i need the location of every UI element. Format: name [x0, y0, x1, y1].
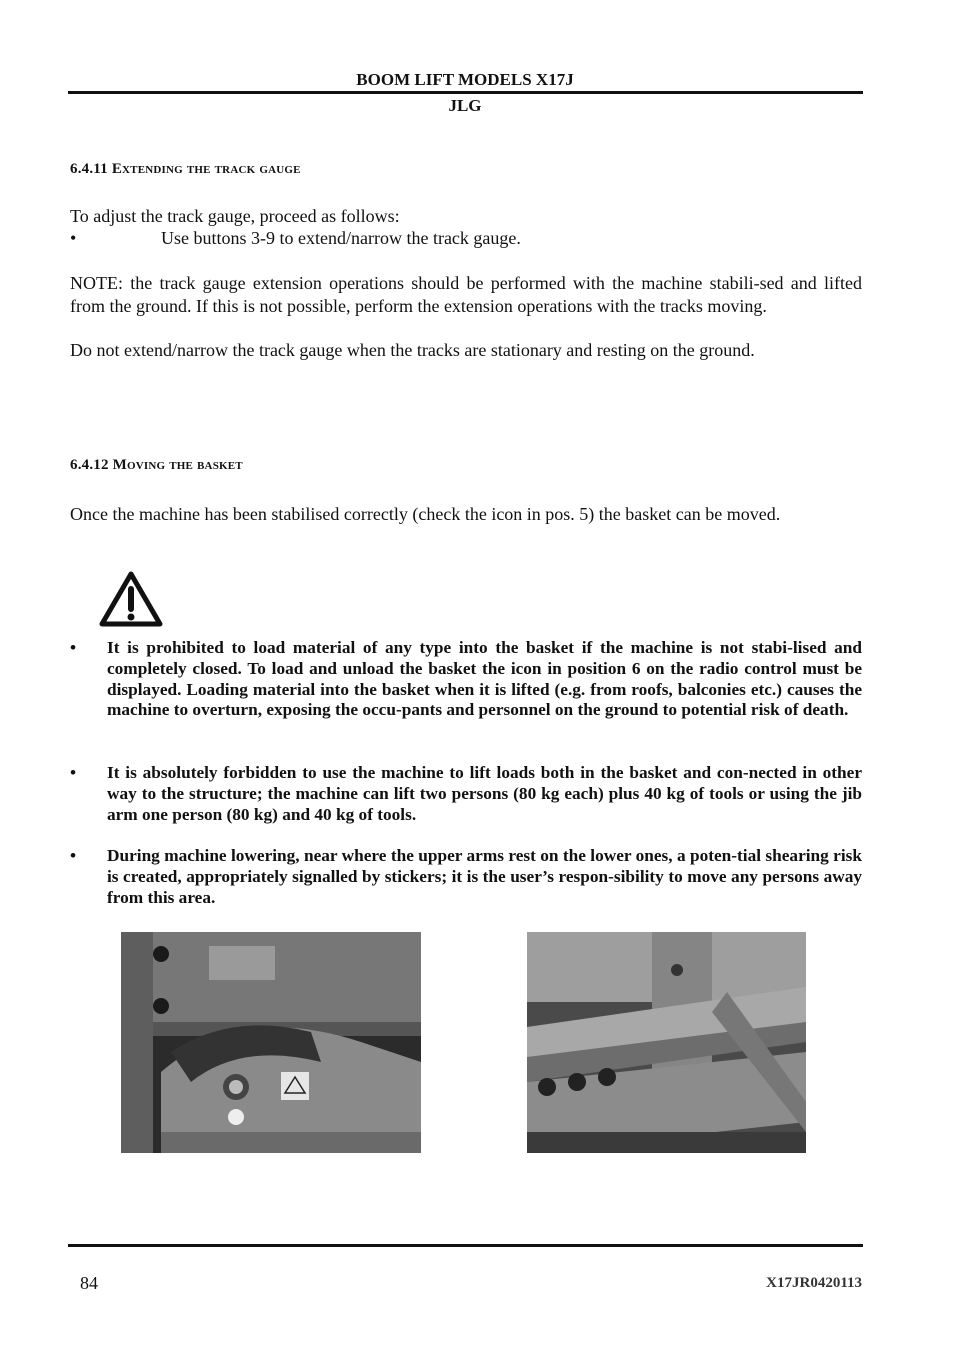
bullet-dot: • [70, 228, 77, 248]
bullet-dot: • [70, 846, 77, 865]
bullet-text: Use buttons 3-9 to extend/narrow the track gauge. [161, 228, 521, 248]
header-title: BOOM LIFT MODELS X17J [356, 70, 574, 89]
warning-text: It is absolutely forbidden to use the machine to lift loads both in the basket and con-nected in other way to the structure; the machine can lift two persons (80 kg each) plus 40 kg of tools or using the jib arm one person (80 kg) and 40 kg of tools. [107, 763, 862, 824]
track-gauge-intro: To adjust the track gauge, proceed as follows: [70, 206, 400, 226]
warning-triangle-icon [99, 571, 163, 627]
header-brand: JLG [448, 96, 482, 115]
footer-rule [68, 1244, 863, 1247]
warning-text: It is prohibited to load material of any type into the basket if the machine is not stabi-lised and completely closed. To load and unload the basket the icon in position 6 on the radio control must be displayed. Loading material into the basket when it is lifted (e.g. from roofs, balconies etc.) causes the machine to overturn, exposing the occu-pants and personnel on the ground to potential risk of death. [107, 638, 862, 720]
section-heading-track-gauge: 6.4.11 Extending the track gauge [70, 161, 301, 177]
warning-item-shearing-risk [70, 846, 862, 908]
moving-basket-intro: Once the machine has been stabilised correctly (check the icon in pos. 5) the basket can be moved. [70, 504, 781, 524]
track-gauge-caution: Do not extend/narrow the track gauge when the tracks are stationary and resting on the ground. [70, 340, 755, 360]
bullet-dot: • [70, 638, 77, 657]
document-code: X17JR0420113 [766, 1275, 862, 1291]
header-rule [68, 91, 863, 94]
section-heading-moving-basket: 6.4.12 Moving the basket [70, 457, 243, 473]
track-gauge-note: NOTE: the track gauge extension operations should be performed with the machine stabili-sed and lifted from the ground. If this is not possible, perform the extension operations with the tracks moving. [70, 273, 862, 316]
page-number: 84 [80, 1273, 98, 1293]
photo-upper-lower-arms [527, 932, 806, 1153]
warning-text: During machine lowering, near where the upper arms rest on the lower ones, a poten-tial shearing risk is created, appropriately signalled by stickers; it is the user’s respon-sibility to move any persons away from this area. [107, 846, 862, 907]
photo-boom-arm-sticker [121, 932, 421, 1153]
warning-item-lift-loads [70, 763, 862, 825]
bullet-dot: • [70, 763, 77, 782]
warning-item-load-material [70, 638, 862, 721]
